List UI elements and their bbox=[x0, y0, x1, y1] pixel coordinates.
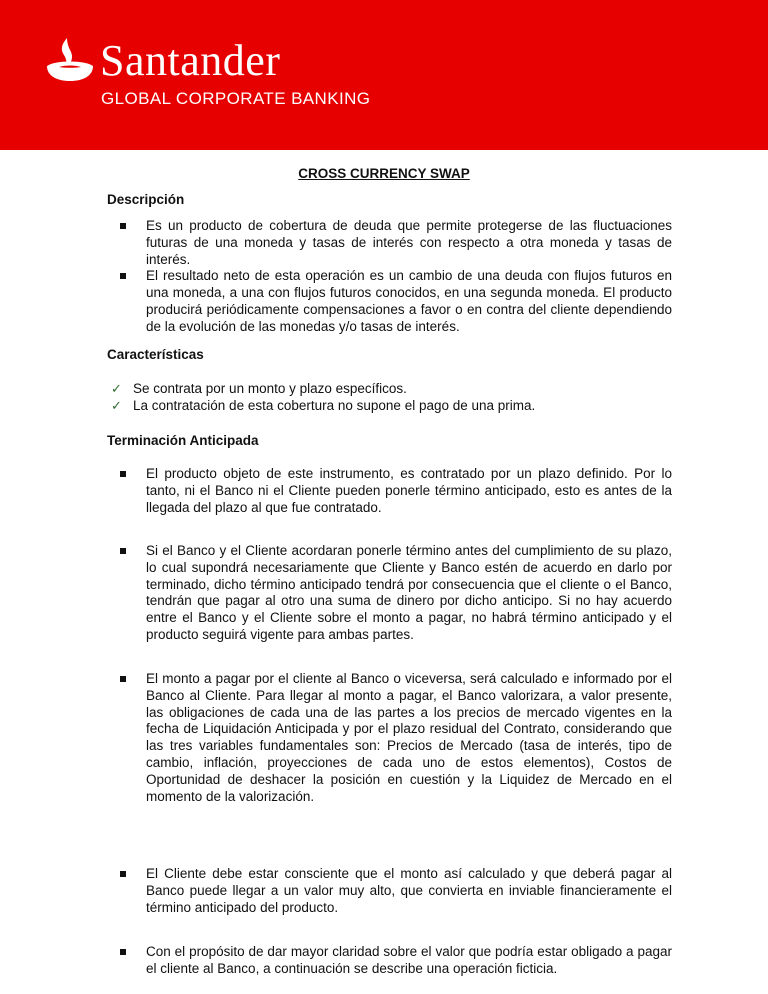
list-item: El resultado neto de esta operación es un cambio de una deuda con flujos futuros en una moneda, a una con flujos futuros conocidos, en una segunda moneda. El producto producirá periódicamente compensaciones a favor o en contra del cliente dependiendo de la evolución de las monedas y/o tasas de interés. bbox=[146, 268, 672, 335]
section-heading-terminacion: Terminación Anticipada bbox=[107, 433, 259, 448]
brand-tagline: GLOBAL CORPORATE BANKING bbox=[101, 89, 371, 108]
checkmark-icon: ✓ bbox=[111, 381, 122, 396]
square-bullet-icon bbox=[120, 471, 126, 477]
santander-flame-icon bbox=[45, 36, 95, 82]
square-bullet-icon bbox=[120, 273, 126, 279]
header-banner bbox=[0, 0, 768, 150]
checkmark-icon: ✓ bbox=[111, 397, 122, 413]
document-title: CROSS CURRENCY SWAP bbox=[298, 166, 470, 181]
list-item: El Cliente debe estar consciente que el monto así calculado y que deberá pagar al Banco puede llegar a un valor muy alto, que convierta en inviable financieramente el término anticipado del producto. bbox=[146, 866, 672, 916]
list-item: El producto objeto de este instrumento, es contratado por un plazo definido. Por lo tanto, ni el Banco ni el Cliente pueden ponerle término anticipado, esto es antes de la llegada del plazo al que fue contratado. bbox=[146, 466, 672, 516]
list-item: Es un producto de cobertura de deuda que permite protegerse de las fluctuaciones futuras de una moneda y tasas de interés con respecto a otra moneda y tasas de interés. bbox=[146, 218, 672, 268]
list-item: ✓ La contratación de esta cobertura no supone el pago de una prima. bbox=[111, 397, 536, 413]
section-heading-caracteristicas: Características bbox=[107, 347, 204, 362]
square-bullet-icon bbox=[120, 223, 126, 229]
list-item: El monto a pagar por el cliente al Banco o viceversa, será calculado e informado por el Banco al Cliente. Para llegar al monto a pagar, el Banco valorizara, a valor presente, las obligaciones de cada una de las partes a los precios de mercado vigentes en la fecha de Liquidación Anticipada y por el plazo residual del Contrato, considerando que las tres variables fundamentales son: Precios de Mercado (tasa de interés, tipo de cambio, inflación, proyecciones de cada uno de estos elementos), Costos de Oportunidad de deshacer la posición en cuestión y la Liquidez de Mercado en el momento de la valorización. bbox=[146, 671, 672, 805]
caracteristicas-list bbox=[0, 381, 768, 415]
section-heading-descripcion: Descripción bbox=[107, 192, 185, 207]
square-bullet-icon bbox=[120, 871, 126, 877]
list-item: ✓ Se contrata por un monto y plazo específicos. bbox=[111, 381, 407, 396]
list-item: Si el Banco y el Cliente acordaran ponerle término antes del cumplimiento de su plazo, lo cual supondrá necesariamente que Cliente y Banco estén de acuerdo en darlo por terminado, dicho término anticipado tendrá por consecuencia que el cliente o el Banco, tendrán que pagar al otro una suma de dinero por dicho anticipo. Si no hay acuerdo entre el Banco y el Cliente sobre el monto a pagar, no habrá término anticipado y el producto seguirá vigente para ambas partes. bbox=[146, 543, 672, 644]
square-bullet-icon bbox=[120, 548, 126, 554]
descripcion-list bbox=[0, 218, 768, 336]
square-bullet-icon bbox=[120, 949, 126, 955]
brand-name: Santander bbox=[100, 36, 281, 85]
square-bullet-icon bbox=[120, 676, 126, 682]
list-item: Con el propósito de dar mayor claridad sobre el valor que podría estar obligado a pagar el cliente al Banco, a continuación se describe una operación ficticia. bbox=[146, 944, 672, 978]
